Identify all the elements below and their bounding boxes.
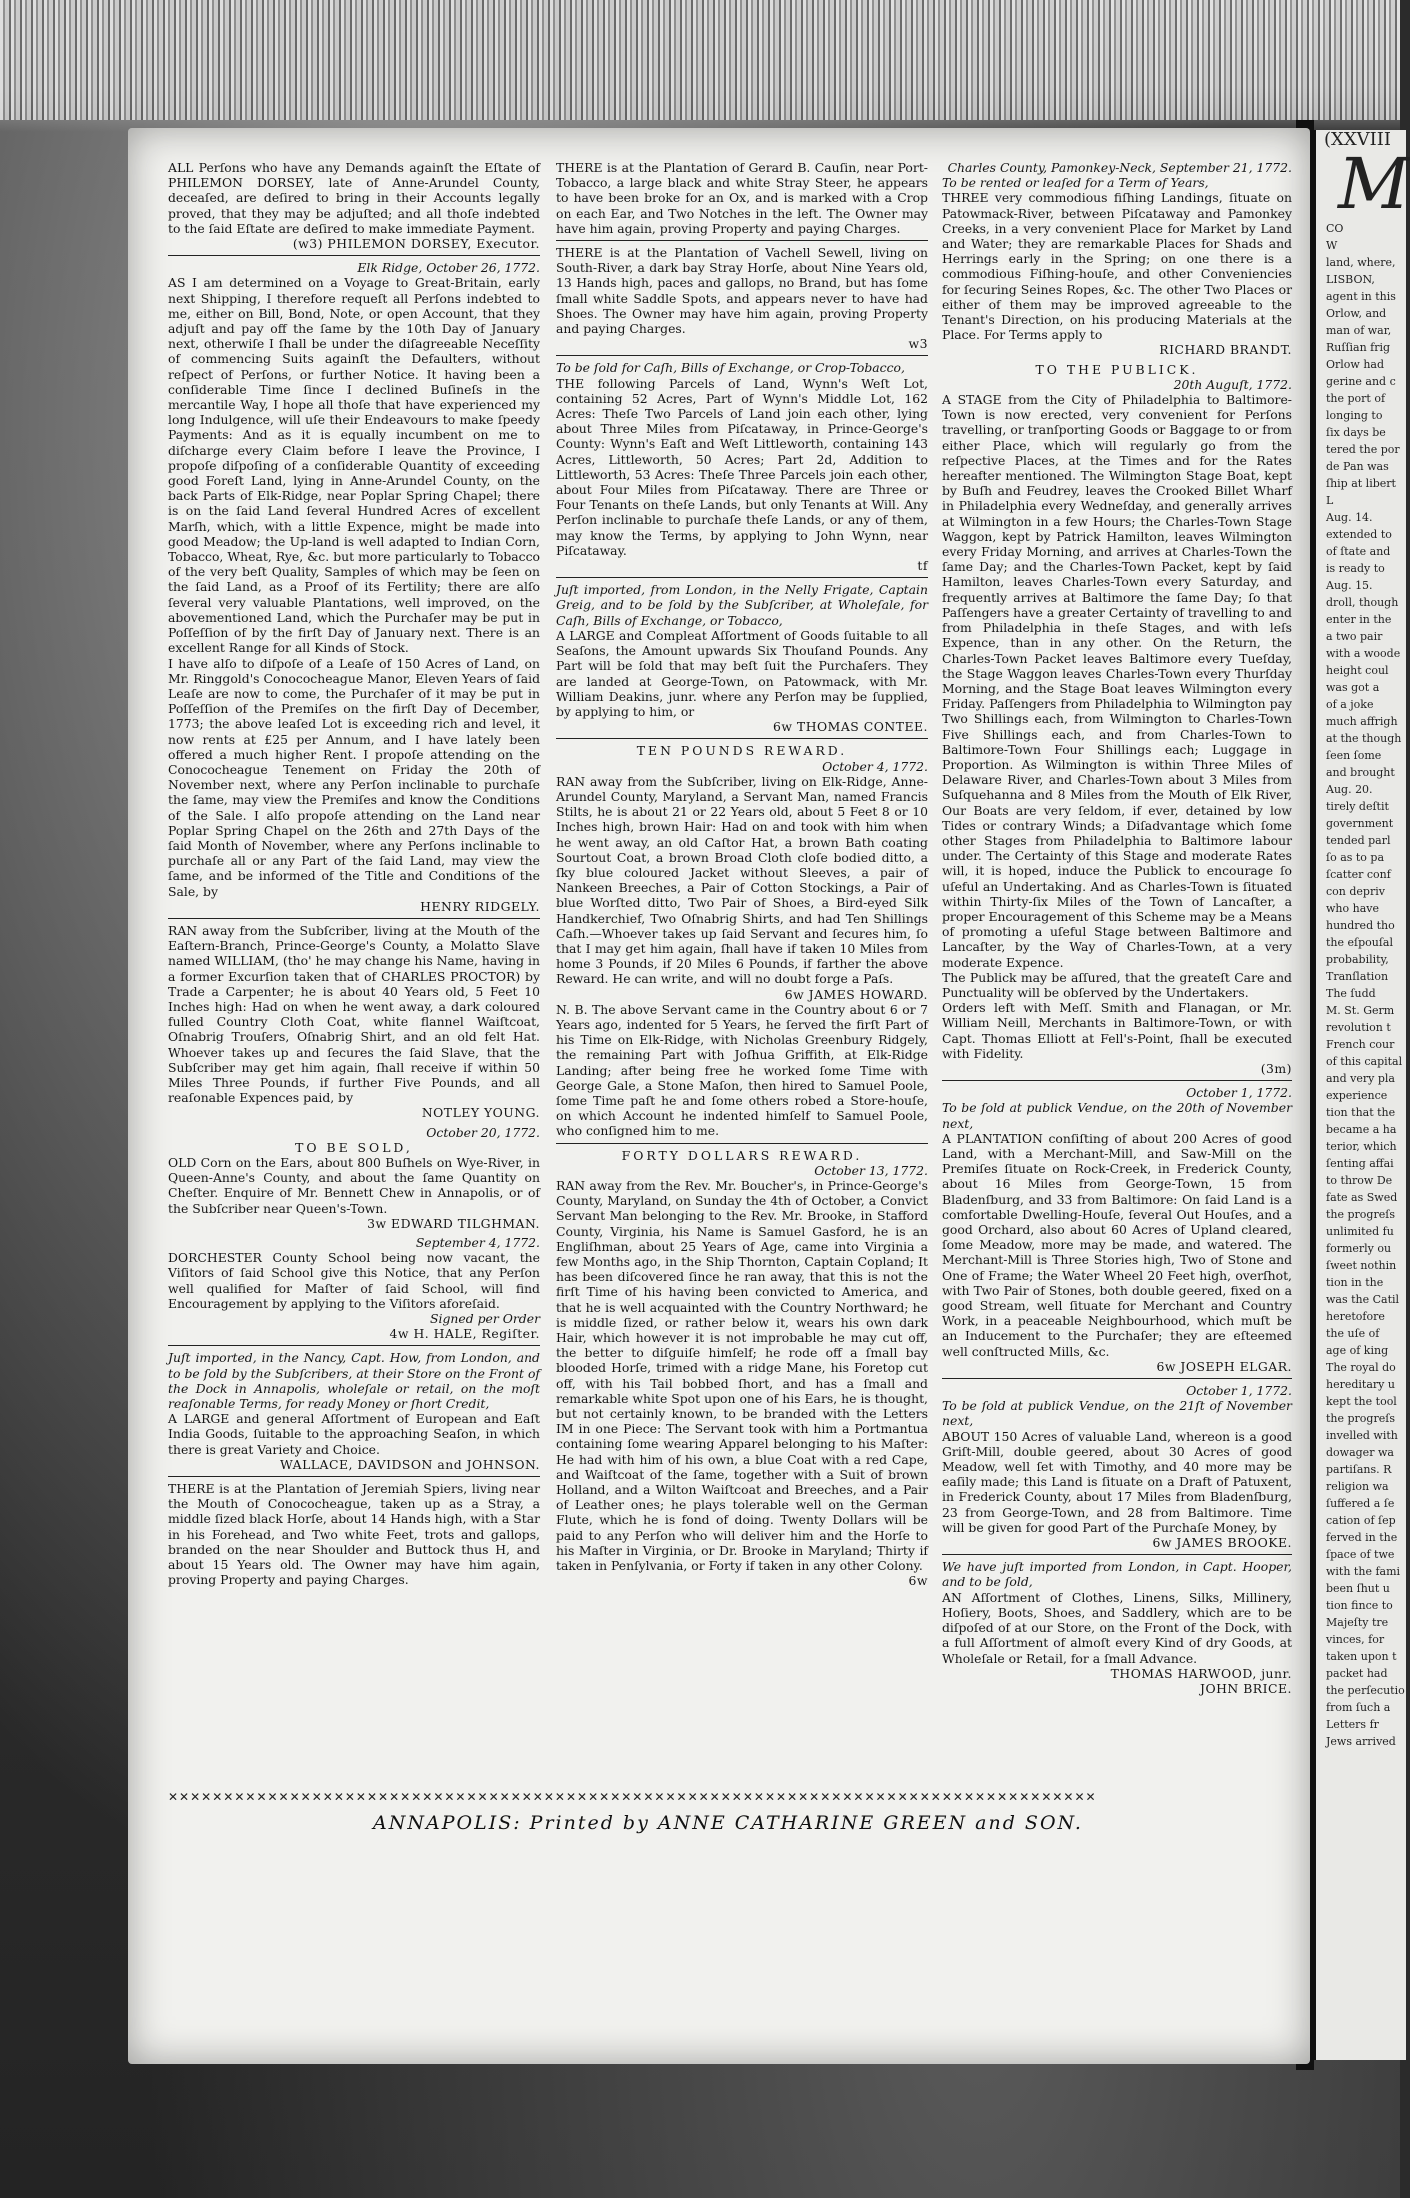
- column-3: [942, 160, 1292, 1700]
- ad-signature: NOTLEY YOUNG.: [421, 1105, 540, 1121]
- adjacent-page-line: Ruſſian frig: [1326, 341, 1391, 354]
- adjacent-page-line: tirely deſtit: [1326, 800, 1389, 813]
- adjacent-page-line: formerly ou: [1326, 1242, 1392, 1255]
- ad-divider: [556, 240, 928, 241]
- ad-body: ALL Perſons who have any Demands againſt the Eſtate of PHILEMON DORSEY, late of Anne-Arundel County, deceaſed, are deſired to bring in their Accounts legally proved, that they may be adjuſted; and all thoſe indebted to the ſaid Eſtate are deſired to make immediate Payment.: [168, 160, 540, 236]
- ad-heading: FORTY DOLLARS REWARD.: [621, 1147, 863, 1163]
- ad-signature: tf: [917, 558, 928, 574]
- adjacent-page-line: religion wa: [1326, 1480, 1389, 1493]
- advertisement-wynn: [556, 360, 928, 573]
- adjacent-page-line: the uſe of: [1326, 1327, 1380, 1340]
- advertisement-harwood: [942, 1559, 1292, 1696]
- ad-signature: WALLACE, DAVIDSON and JOHNSON.: [280, 1456, 540, 1472]
- column-2: [556, 160, 928, 1592]
- adjacent-page-initial: M: [1338, 143, 1410, 225]
- adjacent-page-line: hundred tho: [1326, 919, 1395, 932]
- adjacent-page-line: height coul: [1326, 664, 1389, 677]
- advertisement-dorchester: [168, 1235, 540, 1341]
- advertisement-dorsey: [168, 160, 540, 251]
- adjacent-page-line: land, where,: [1326, 256, 1396, 269]
- ad-subheading: Juſt imported, in the Nancy, Capt. How, from London, and to be ſold by the Subſcribers, at their Store on the Front of the Dock in Annapolis, wholeſale or retail, on the moſt reaſonable Terms, for ready Money or ſhort Credit,: [168, 1350, 540, 1412]
- ad-subheading: To be ſold for Caſh, Bills of Exchange, or Crop-Tobacco,: [556, 360, 905, 376]
- ornamental-border: ✕✕✕✕✕✕✕✕✕✕✕✕✕✕✕✕✕✕✕✕✕✕✕✕✕✕✕✕✕✕✕✕✕✕✕✕✕✕✕✕✕✕✕✕✕✕✕✕✕✕✕✕✕✕✕✕✕✕✕✕✕✕✕✕✕✕✕✕✕✕✕✕✕✕✕✕✕✕✕✕✕✕✕✕: [168, 1790, 1097, 1804]
- adjacent-page-line: taken upon t: [1326, 1650, 1397, 1663]
- ad-nota-bene: N. B. The above Servant came in the Country about 6 or 7 Years ago, indented for 5 Years, he ſerved the firſt Part of his Time on Elk-Ridge, with Nicholas Greenbury Ridgely, the remaining Part with Joſhua Griffith, at Elk-Ridge Landing; after being free he worked ſome Time with George Gale, a Stone Maſon, then hired to Samuel Poole, ſome Time paſt he and ſome others robed a Store-houſe, on which Account he indented himſelf to Samuel Poole, who conſigned him to me.: [556, 1001, 928, 1139]
- adjacent-page-fringe: [0, 0, 1400, 120]
- adjacent-page-line: M. St. Germ: [1326, 1004, 1395, 1017]
- ad-divider: [168, 918, 540, 919]
- adjacent-page-line: revolution t: [1326, 1021, 1391, 1034]
- adjacent-page-line: Letters fr: [1326, 1718, 1379, 1731]
- advertisement-boucher: [556, 1148, 928, 1589]
- ad-body: A PLANTATION conſiſting of about 200 Acres of good Land, with a Merchant-Mill, and Saw-Mill on the Premiſes ſituate on Rock-Creek, in Frederick County, about 16 Miles from George-Town, 15 from Bladenſburg, and 33 from Baltimore: On ſaid Land is a comfortable Dwelling-Houſe, ſeveral Out Houſes, and a good Orchard, also about 60 Acres of Upland cleared, ſome Meadow, more may be made, and watered. The Merchant-Mill is Three Stories high, Two of Stone and One of Frame; the Water Wheel 20 Feet high, overſhot, with Two Pair of Stones, both double geered, fixed on a good Stream, well ſituate for Merchant and Country Work, in a peaceable Neighbourhood, which muſt be an Inducement to the Purchaſer; they are eſteemed well conſtructed Mills, &c.: [942, 1130, 1292, 1359]
- adjacent-page-line: government: [1326, 817, 1394, 830]
- ad-body: A STAGE from the City of Philadelphia to Baltimore-Town is now erected, very convenient for Perſons travelling, or tranſporting Goods or Baggage to or from either Place, which will regularly go from the reſpective Places, at the Times and for the Rates hereafter mentioned. The Wilmington Stage Boat, kept by Buſh and Feudrey, leaves the Crooked Billet Wharf in Philadelphia every Wedneſday, and generally arrives at Wilmington in a few Hours; the Charles-Town Stage Waggon, kept by Patrick Hamilton, leaves Wilmington every Friday Morning, and arrives at Charles-Town the ſame Day; and the Charles-Town Packet, kept by ſaid Hamilton, leaves Charles-Town every Saturday, and frequently arrives at Baltimore the ſame Day; ſo that Paſſengers have a greater Certainty of travelling to and from Philadelphia in theſe Stages, and with leſs Expence, than in any other. On the Return, the Charles-Town Packet leaves Baltimore every Tueſday, the Stage Waggon leaves Charles-Town every Thurſday Morning, and the Stage Boat leaves Wilmington every Friday. Paſſengers from Philadelphia to Wilmington pay Two Shillings each, from Wilmington to Charles-Town Five Shillings each, and from Charles-Town to Baltimore-Town Four Shillings each; Luggage in Proportion. As Wilmington is within Three Miles of Delaware River, and Charles-Town about 3 Miles from Suſquehanna and 8 Miles from the Mouth of Elk River, Our Boats are very ſeldom, if ever, detained by low Tides or contrary Winds; a Diſadvantage which ſome other Stages from Philadelphia to Baltimore labour under. The Certainty of this Stage and moderate Rates will, it is hoped, induce the Publick to encourage ſo uſeful an Undertaking. And as Charles-Town is ſituated within Thirty-ſix Miles of the Town of Lancaſter, a proper Encouragement of this Scheme may be a Means of promoting a uſeful Stage between Baltimore and Lancaſter, by the Way of Charles-Town, at a very moderate Expence.: [942, 392, 1292, 970]
- adjacent-page-line: with the fami: [1326, 1565, 1401, 1578]
- ad-body-continued: The Publick may be aſſured, that the greateſt Care and Punctuality will be obſerved by the Undertakers.: [942, 969, 1292, 1000]
- advertisement-elgar: [942, 1085, 1292, 1374]
- adjacent-page-line: extended to: [1326, 528, 1392, 541]
- advertisement-stage: [942, 362, 1292, 1077]
- ad-heading: TO BE SOLD,: [295, 1139, 413, 1155]
- adjacent-page-edge: [1310, 129, 1410, 2060]
- ad-body-continued: I have alſo to diſpoſe of a Leaſe of 150 Acres of Land, on Mr. Ringgold's Conococheague Manor, Eleven Years of ſaid Leaſe are now to come, the Purchaſer of it may be put in Poſſeſſion of the Premiſes on the firſt Day of December, 1773; the above leaſed Lot is exceeding rich and level, it now rents at £25 per Annum, and I have lately been offered a much higher Rent. I propoſe attending on the Conococheague Tenement on Friday the 20th of November next, where any Perſon inclinable to purchaſe the ſame, may view the Premiſes and know the Conditions of the Sale. I alſo propoſe attending on the Land near Poplar Spring Chapel on the 26th and 27th Days of the ſaid Month of November, where any Perſons inclinable to purchaſe all or any Part of the ſaid Land, may view the ſame, and be informed of the Title and Conditions of the Sale, by: [168, 655, 540, 899]
- adjacent-page-line: the port of: [1326, 392, 1386, 405]
- adjacent-page-line: the progreſs: [1326, 1208, 1395, 1221]
- adjacent-page-line: fate as Swed: [1326, 1191, 1398, 1204]
- adjacent-page-line: man of war,: [1326, 324, 1392, 337]
- adjacent-page-line: enter in the: [1326, 613, 1392, 626]
- adjacent-page-line: The royal do: [1326, 1361, 1396, 1374]
- adjacent-page-line: Majeſty tre: [1326, 1616, 1389, 1629]
- ad-body: A LARGE and Compleat Aſſortment of Goods ſuitable to all Seaſons, the Amount upwards Six Thouſand Pounds. Any Part will be ſold that may beſt ſuit the Purchaſers. They are landed at George-Town, on Patowmack, with Mr. William Deakins, junr. where any Perſon may be ſupplied, by applying to him, or: [556, 627, 928, 719]
- adjacent-page-line: Orlow had: [1326, 358, 1385, 371]
- adjacent-page-line: ſix days be: [1326, 426, 1386, 439]
- ad-signature: (w3) PHILEMON DORSEY, Executor.: [292, 236, 540, 252]
- adjacent-page-line: ſuffered a ſe: [1326, 1497, 1395, 1510]
- ad-signature: HENRY RIDGELY.: [420, 898, 540, 914]
- adjacent-page-line: vinces, for: [1326, 1633, 1385, 1646]
- adjacent-page-line: was the Catil: [1326, 1293, 1400, 1306]
- adjacent-page-line: cation of ſep: [1326, 1514, 1396, 1527]
- ad-body: THERE is at the Plantation of Gerard B. Cauſin, near Port-Tobacco, a large black and white Stray Steer, he appears to have been broke for an Ox, and is marked with a Crop on each Ear, and Two Notches in the left. The Owner may have him again, proving Property and paying Charges.: [556, 160, 928, 236]
- adjacent-page-line: de Pan was: [1326, 460, 1389, 473]
- ad-dateline: October 1, 1772.: [1186, 1085, 1292, 1101]
- ad-divider: [168, 1476, 540, 1477]
- ad-body: RAN away from the Rev. Mr. Boucher's, in Prince-George's County, Maryland, on Sunday the 4th of October, a Convict Servant Man belonging to the Rev. Mr. Brooke, in Stafford County, Virginia, his Name is Samuel Gasford, he is an Engliſhman, about 25 Years of Age, came into Virginia a few Months ago, in the Ship Thornton, Captain Copland; It has been diſcovered ſince he ran away, that this is not the firſt Time of his having been convicted to America, and that he is well acquainted with the Country Northward; he is middle ſized, or rather below it, wears his own dark Hair, which however it is not improbable he may cut off, the better to diſguiſe himſelf; he rode off a ſmall bay blooded Horſe, trimed with a ridge Mane, his Foretop cut off, with his Tail bobbed ſhort, and has a ſmall and remarkable white Spot upon one of his Ears, he is thought, but not certainly known, to be branded with the Letters IM in one Piece: The Servant took with him a Portmantua containing ſome wearing Apparel belonging to his Maſter: He had with him of his own, a blue Coat with a red Cape, and Waiſtcoat of the ſame, together with a Suit of brown Holland, and a Wilton Waiſtcoat and Breeches, and a Pair of Leather ones; he plays tolerable well on the German Flute, which he is fond of doing. Twenty Dollars will be paid to any Perſon who will deliver him and the Horſe to his Maſter in Virginia, or Dr. Brooke in Maryland; Thirty if taken in Penſylvania, or Forty if taken in any other Colony.: [556, 1178, 928, 1574]
- adjacent-page-line: agent in this: [1326, 290, 1396, 303]
- advertisement-tilghman: [168, 1125, 540, 1231]
- ad-body: THE following Parcels of Land, Wynn's Weſt Lot, containing 52 Acres, Part of Wynn's Middle Lot, 162 Acres: Theſe Two Parcels of Land join each other, lying about Three Miles from Piſcataway, in Prince-George's County: Wynn's Eaſt and Weſt Littleworth, containing 143 Acres, Littleworth, 50 Acres; Part 2d, Addition to Littleworth, 53 Acres: Theſe Three Parcels join each other, about Four Miles from Piſcataway. There are Three or Four Tenants on theſe Lands, but only Tenants at Will. Any Perſon inclinable to purchaſe theſe Lands, or any of them, may know the Terms, by applying to John Wynn, near Piſcataway.: [556, 375, 928, 558]
- adjacent-page-line: tended parl: [1326, 834, 1391, 847]
- ad-divider: [942, 1554, 1292, 1555]
- adjacent-page-line: and brought: [1326, 766, 1395, 779]
- ad-order-line: Signed per Order: [430, 1311, 540, 1327]
- ad-signature: THOMAS HARWOOD, junr.: [1110, 1665, 1292, 1681]
- ad-dateline: Charles County, Pamonkey-Neck, September 21, 1772.: [947, 160, 1292, 175]
- adjacent-page-line: ſpace of twe: [1326, 1548, 1395, 1561]
- printer-imprint: ANNAPOLIS: Printed by ANNE CATHARINE GREEN and SON.: [373, 1812, 1083, 1834]
- advertisement-ridgely: [168, 260, 540, 914]
- adjacent-page-line: kept the tool: [1326, 1395, 1397, 1408]
- adjacent-page-line: Tranſlation: [1326, 970, 1389, 983]
- ad-divider: [942, 1378, 1292, 1379]
- ad-signature: w3: [908, 336, 928, 352]
- ad-dateline: October 13, 1772.: [814, 1162, 928, 1178]
- adjacent-page-line: ſenting affai: [1326, 1157, 1394, 1170]
- ad-body: THERE is at the Plantation of Vachell Sewell, living on South-River, a dark bay Stray Horſe, about Nine Years old, 13 Hands high, paces and gallops, no Brand, but has ſome ſmall white Saddle Spots, and appears never to have had Shoes. The Owner may have him again, proving Property and paying Charges.: [556, 245, 928, 337]
- advertisement-brooke: [942, 1383, 1292, 1550]
- adjacent-page-line: Jews arrived: [1326, 1735, 1396, 1748]
- advertisement-contee: [556, 582, 928, 734]
- adjacent-page-line: droll, though: [1326, 596, 1399, 609]
- adjacent-page-line: the perſecutio: [1326, 1684, 1405, 1697]
- adjacent-page-line: who have: [1326, 902, 1379, 915]
- ad-divider: [556, 355, 928, 356]
- adjacent-page-line: gerine and c: [1326, 375, 1396, 388]
- ad-signature: (3m): [1260, 1060, 1292, 1076]
- adjacent-page-line: to throw De: [1326, 1174, 1393, 1187]
- adjacent-page-line: at the though: [1326, 732, 1402, 745]
- adjacent-page-line: LISBON,: [1326, 273, 1375, 286]
- ad-body-continued: Orders left with Meſſ. Smith and Flanagan, or Mr. William Neill, Merchants in Baltimore-Town, or with Capt. Thomas Elliott at Fell's-Point, ſhall be executed with Fidelity.: [942, 1000, 1292, 1061]
- adjacent-page-line: French cour: [1326, 1038, 1395, 1051]
- ad-dateline: Elk Ridge, October 26, 1772.: [357, 260, 540, 276]
- ad-signature-second: JOHN BRICE.: [1199, 1680, 1292, 1696]
- adjacent-page-line: a two pair: [1326, 630, 1383, 643]
- advertisement-sewell: [556, 245, 928, 351]
- ad-signature: 4w H. HALE, Regiſter.: [389, 1326, 540, 1342]
- adjacent-page-line: probability,: [1326, 953, 1389, 966]
- ad-body: A LARGE and general Aſſortment of European and Eaſt India Goods, ſuitable to the approaching Seaſon, in which there is great Variety and Choice.: [168, 1411, 540, 1457]
- advertisement-young: [168, 923, 540, 1121]
- ad-subheading: Juſt imported, from London, in the Nelly Frigate, Captain Greig, and to be ſold by the Subſcriber, at Wholeſale, for Caſh, Bills of Exchange, or Tobacco,: [556, 582, 928, 628]
- adjacent-page-line: much affrigh: [1326, 715, 1398, 728]
- advertisement-spiers: [168, 1481, 540, 1587]
- ad-heading: TEN POUNDS REWARD.: [636, 743, 848, 759]
- adjacent-page-line: tion that the: [1326, 1106, 1396, 1119]
- ad-subheading: To be ſold at publick Vendue, on the 21ſt of November next,: [942, 1398, 1292, 1429]
- adjacent-page-line: longing to: [1326, 409, 1383, 422]
- ad-signature: 3w EDWARD TILGHMAN.: [367, 1215, 540, 1231]
- ad-body: RAN away from the Subſcriber, living at the Mouth of the Eaſtern-Branch, Prince-George's County, a Molatto Slave named WILLIAM, (tho' he may change his Name, having in a former Excurſion taken that of CHARLES PROCTOR) by Trade a Carpenter; he is about 40 Years old, 5 Feet 10 Inches high: Had on when he went away, a dark coloured fulled Country Cloth Coat, white flannel Waiſtcoat, Oſnabrig Trouſers, Oſnabrig Shirt, and an old felt Hat. Whoever takes up and ſecures the ſaid Slave, that the Subſcriber may get him again, ſhall receive if within 50 Miles Three Pounds, if further Five Pounds, and all reaſonable Expences paid, by: [168, 922, 540, 1106]
- ad-heading: TO THE PUBLICK.: [1035, 361, 1199, 377]
- adjacent-page-line: experience: [1326, 1089, 1388, 1102]
- ad-signature: 6w THOMAS CONTEE.: [773, 719, 928, 735]
- ad-subheading: We have juſt imported from London, in Capt. Hooper, and to be ſold,: [942, 1559, 1292, 1590]
- adjacent-page-line: became a ha: [1326, 1123, 1397, 1136]
- adjacent-page-line: tered the por: [1326, 443, 1400, 456]
- ad-divider: [556, 1143, 928, 1144]
- adjacent-page-line: The ſudd: [1326, 987, 1376, 1000]
- adjacent-page-line: CO: [1326, 222, 1344, 235]
- adjacent-page-line: was got a: [1326, 681, 1380, 694]
- adjacent-page-line: heretofore: [1326, 1310, 1385, 1323]
- adjacent-page-text: [1316, 219, 1406, 1749]
- adjacent-page-line: W: [1326, 239, 1338, 252]
- adjacent-page-line: from ſuch a: [1326, 1701, 1391, 1714]
- ad-dateline: 20th Auguſt, 1772.: [1173, 376, 1292, 392]
- adjacent-page-line: the eſpouſal: [1326, 936, 1393, 949]
- advertisement-howard: [556, 743, 928, 1138]
- advertisement-causin: [556, 160, 928, 236]
- adjacent-page-line: Aug. 14.: [1326, 511, 1373, 524]
- adjacent-page-line: L: [1326, 494, 1334, 507]
- adjacent-page-line: and very pla: [1326, 1072, 1395, 1085]
- ad-body: ABOUT 150 Acres of valuable Land, whereon is a good Griſt-Mill, double geered, about 30 Acres of good Meadow, well ſet with Timothy, and 40 more may be eaſily made; this Land is ſituate on a Draft of Patuxent, in Frederick County, about 17 Miles from Bladenſburg, 23 from George-Town, and 28 from Baltimore. Time will be given for good Part of the Purchaſe Money, by: [942, 1428, 1292, 1535]
- ad-signature: 6w: [908, 1573, 928, 1589]
- ad-signature: 6w JOSEPH ELGAR.: [1156, 1358, 1292, 1374]
- adjacent-page-line: age of king: [1326, 1344, 1389, 1357]
- ad-subheading: To be ſold at publick Vendue, on the 20th of November next,: [942, 1100, 1292, 1131]
- ad-body: DORCHESTER County School being now vacant, the Viſitors of ſaid School give this Notice, that any Perſon well qualified for Maſter of ſaid School, will find Encouragement by applying to the Viſitors aforeſaid.: [168, 1250, 540, 1311]
- adjacent-page-line: ferved in the: [1326, 1531, 1398, 1544]
- ad-body: OLD Corn on the Ears, about 800 Buſhels on Wye-River, in Queen-Anne's County, and about the ſame Quantity on Cheſter. Enquire of Mr. Bennett Chew in Annapolis, or of the Subſcriber near Queen's-Town.: [168, 1155, 540, 1216]
- adjacent-page-line: terior, which: [1326, 1140, 1397, 1153]
- adjacent-page-line: of a joke: [1326, 698, 1374, 711]
- ad-body: THREE very commodious fiſhing Landings, ſituate on Patowmack-River, between Piſcataway and Pamonkey Creeks, in a very convenient Place for Market by Land and Water; they are remarkable Places for Shads and Herrings early in the Spring; on one there is a commodious Fiſhing-houſe, and other Conveniencies for ſecuring Seines Ropes, &c. The other Two Places or either of them may be improved agreeable to the Tenant's Direction, on his producing Materials at the Place. For Terms apply to: [942, 190, 1292, 343]
- adjacent-page-line: the progreſs: [1326, 1412, 1395, 1425]
- ad-divider: [556, 577, 928, 578]
- adjacent-page-line: ſcatter conf: [1326, 868, 1391, 881]
- adjacent-page-line: is ready to: [1326, 562, 1385, 575]
- ad-dateline: October 1, 1772.: [1186, 1383, 1292, 1399]
- adjacent-page-line: ſo as to pa: [1326, 851, 1385, 864]
- adjacent-page-line: hereditary u: [1326, 1378, 1395, 1391]
- advertisement-brandt: [942, 160, 1292, 358]
- adjacent-page-line: invelled with: [1326, 1429, 1398, 1442]
- advertisement-wallace: [168, 1350, 540, 1472]
- adjacent-page-line: tion in the: [1326, 1276, 1384, 1289]
- adjacent-page-line: packet had: [1326, 1667, 1388, 1680]
- adjacent-page-line: ſweet nothin: [1326, 1259, 1397, 1272]
- ad-dateline: October 20, 1772.: [426, 1124, 540, 1140]
- adjacent-page-line: unlimited fu: [1326, 1225, 1394, 1238]
- ad-divider: [556, 738, 928, 739]
- adjacent-page-line: of this capital: [1326, 1055, 1403, 1068]
- adjacent-page-line: dowager wa: [1326, 1446, 1394, 1459]
- ad-body: AS I am determined on a Voyage to Great-Britain, early next Shipping, I therefore requeſt all Perſons indebted to me, either on Bill, Bond, Note, or open Account, that they adjuſt and pay off the ſame by the 10th Day of January next, otherwiſe I ſhall be under the diſagreeable Neceſſity of commencing Suits againſt the Defaulters, without reſpect of Perſons, or further Notice. It having been a conſiderable Time ſince I declined Buſineſs in the mercantile Way, I hope all thoſe that have experienced my long Indulgence, will uſe their Endeavours to make ſpeedy Payments: And as it is equally incumbent on me to diſcharge every Claim before I leave the Province, I propoſe diſpoſing of a conſiderable Quantity of exceeding good Foreſt Land, lying in Anne-Arundel County, on the back Parts of Elk-Ridge, near Poplar Spring Chapel; there is on the ſaid Land ſeveral Hundred Acres of excellent Marſh, which, with a little Expence, might be made into good Meadow; the Up-land is well adapted to Indian Corn, Tobacco, Wheat, Rye, &c. but more particularly to Tobacco of the very beſt Quality, Samples of which may be ſeen on the ſaid Land, as a Proof of its Fertility; there are alſo ſeveral very valuable Plantations, well improved, on the abovementioned Land, which the Purchaſer may be put in Poſſeſſion of by the firſt Day of January next. There is an excellent Range for all Kinds of Stock.: [168, 275, 540, 656]
- ad-dateline: September 4, 1772.: [415, 1235, 540, 1251]
- ad-signature: 6w JAMES BROOKE.: [1152, 1535, 1292, 1551]
- ad-body: RAN away from the Subſcriber, living on Elk-Ridge, Anne-Arundel County, Maryland, a Servant Man, named Francis Stilts, he is about 21 or 22 Years old, about 5 Feet 8 or 10 Inches high, brown Hair: Had on and took with him when he went away, an old Caſtor Hat, a brown Bath coating Sourtout Coat, a brown Broad Cloth cloſe bodied ditto, a ſky blue coloured Jacket without Sleeves, a pair of Nankeen Breeches, a Pair of Cotton Stockings, a Pair of blue Worſted ditto, Two Pair of Shoes, a Bird-eyed Silk Handkerchief, Two Oſnabrig Shirts, and had Ten Shillings Caſh.—Whoever takes up ſaid Servant and ſecures him, ſo that I may get him again, ſhall have if taken 10 Miles from home 3 Pounds, if 20 Miles 6 Pounds, if farther the above Reward. He can write, and will no doubt forge a Paſs.: [556, 773, 928, 987]
- adjacent-page-line: ſeen ſome: [1326, 749, 1382, 762]
- ad-divider: [942, 1080, 1292, 1081]
- ad-body: AN Aſſortment of Clothes, Linens, Silks, Millinery, Hoſiery, Boots, Shoes, and Saddlery, which are to be diſpoſed of at our Store, on the Front of the Dock, with a full Aſſortment of almoſt every Kind of dry Goods, at Wholeſale or Retail, for a ſmall Advance.: [942, 1589, 1292, 1666]
- ad-divider: [168, 1345, 540, 1346]
- column-1: [168, 160, 540, 1591]
- adjacent-page-line: Orlow, and: [1326, 307, 1387, 320]
- adjacent-page-line: tion fince to: [1326, 1599, 1393, 1612]
- ad-dateline: October 4, 1772.: [822, 758, 928, 774]
- adjacent-page-line: con depriv: [1326, 885, 1385, 898]
- adjacent-page-line: of ſtate and: [1326, 545, 1391, 558]
- ad-signature: 6w JAMES HOWARD.: [784, 986, 928, 1002]
- ad-signature: RICHARD BRANDT.: [1159, 342, 1292, 358]
- ad-body: THERE is at the Plantation of Jeremiah Spiers, living near the Mouth of Conococheague, taken up as a Stray, a middle ſized black Horſe, about 14 Hands high, with a Star in his Forehead, and Two white Feet, trots and gallops, branded on the near Shoulder and Buttock thus H, and about 15 Years old. The Owner may have him again, proving Property and paying Charges.: [168, 1481, 540, 1588]
- ad-divider: [168, 255, 540, 256]
- adjacent-page-line: been ſhut u: [1326, 1582, 1390, 1595]
- adjacent-page-line: partiſans. R: [1326, 1463, 1392, 1476]
- adjacent-page-line: ſhip at libert: [1326, 477, 1396, 490]
- adjacent-page-line: with a woode: [1326, 647, 1401, 660]
- adjacent-page-line: Aug. 20.: [1326, 783, 1373, 796]
- ad-subheading: To be rented or leaſed for a Term of Years,: [942, 175, 1209, 191]
- adjacent-page-number: (XXVIII: [1324, 129, 1391, 150]
- adjacent-page-line: Aug. 15.: [1326, 579, 1373, 592]
